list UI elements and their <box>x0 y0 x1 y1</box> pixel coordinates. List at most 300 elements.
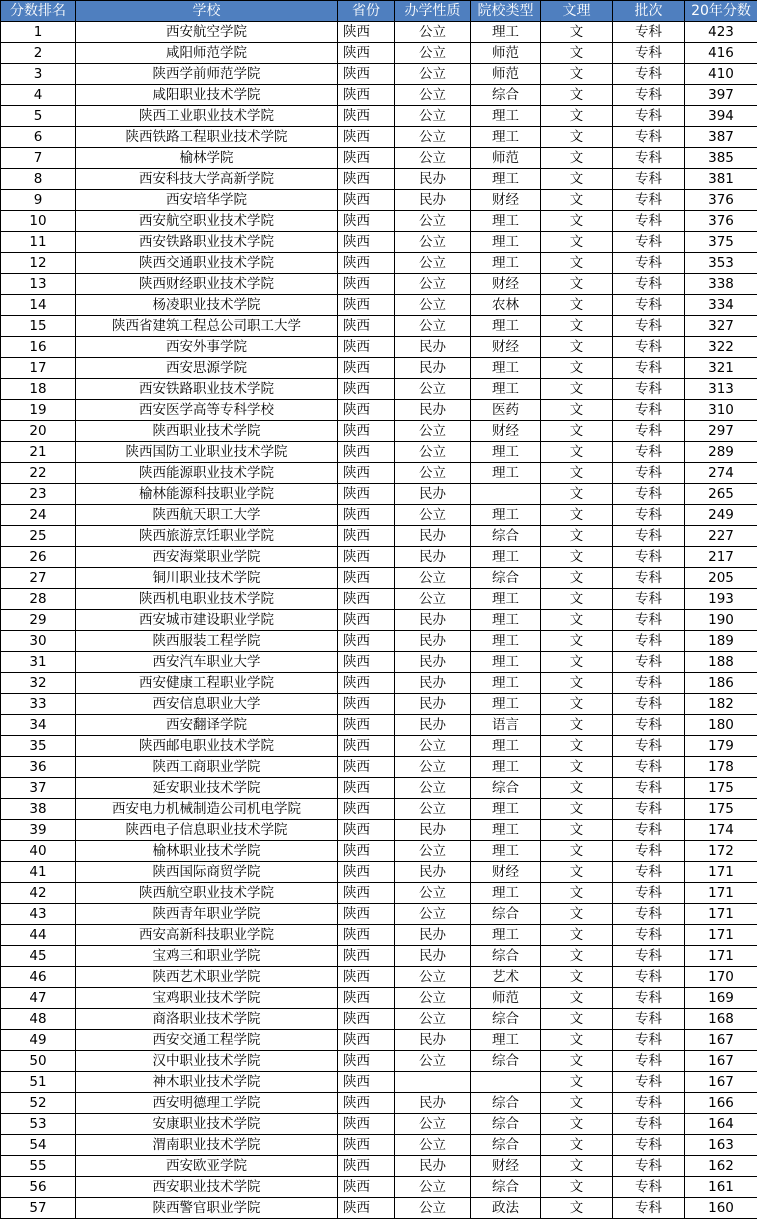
batch-cell: 专科 <box>613 694 685 715</box>
table-body <box>1 22 757 1219</box>
arts-science-cell: 文 <box>541 799 613 820</box>
province-cell: 陕西 <box>338 43 395 64</box>
score-cell: 178 <box>685 757 757 778</box>
province-cell: 陕西 <box>338 64 395 85</box>
arts-science-cell: 文 <box>541 127 613 148</box>
rank-cell: 51 <box>1 1072 76 1093</box>
ownership-cell: 公立 <box>395 316 471 337</box>
school-cell: 陕西警官职业学院 <box>76 1198 338 1219</box>
batch-cell: 专科 <box>613 106 685 127</box>
ownership-cell: 公立 <box>395 43 471 64</box>
score-cell: 423 <box>685 22 757 43</box>
arts-science-cell: 文 <box>541 316 613 337</box>
school-cell: 安康职业技术学院 <box>76 1114 338 1135</box>
province-cell: 陕西 <box>338 1177 395 1198</box>
province-cell: 陕西 <box>338 862 395 883</box>
school-type-cell: 理工 <box>471 547 541 568</box>
school-cell: 陕西工业职业技术学院 <box>76 106 338 127</box>
school-cell: 西安城市建设职业学院 <box>76 610 338 631</box>
rank-cell: 20 <box>1 421 76 442</box>
school-type-cell: 政法 <box>471 1198 541 1219</box>
score-cell: 171 <box>685 904 757 925</box>
score-cell: 161 <box>685 1177 757 1198</box>
school-cell: 西安海棠职业学院 <box>76 547 338 568</box>
table-row <box>1 1135 757 1156</box>
score-cell: 205 <box>685 568 757 589</box>
province-cell: 陕西 <box>338 799 395 820</box>
province-cell: 陕西 <box>338 22 395 43</box>
score-cell: 397 <box>685 85 757 106</box>
ownership-cell: 公立 <box>395 799 471 820</box>
batch-cell: 专科 <box>613 799 685 820</box>
table-row <box>1 1177 757 1198</box>
school-type-cell: 理工 <box>471 883 541 904</box>
score-cell: 174 <box>685 820 757 841</box>
school-type-cell: 理工 <box>471 253 541 274</box>
batch-cell: 专科 <box>613 610 685 631</box>
school-type-cell: 理工 <box>471 22 541 43</box>
school-type-cell: 综合 <box>471 904 541 925</box>
school-type-cell: 师范 <box>471 148 541 169</box>
ownership-cell: 公立 <box>395 904 471 925</box>
school-cell: 西安科技大学高新学院 <box>76 169 338 190</box>
school-cell: 商洛职业技术学院 <box>76 1009 338 1030</box>
province-cell: 陕西 <box>338 925 395 946</box>
arts-science-cell: 文 <box>541 379 613 400</box>
score-cell: 167 <box>685 1051 757 1072</box>
arts-science-cell: 文 <box>541 610 613 631</box>
score-cell: 175 <box>685 799 757 820</box>
batch-cell: 专科 <box>613 1114 685 1135</box>
table-row <box>1 43 757 64</box>
table-row <box>1 589 757 610</box>
table-row <box>1 190 757 211</box>
school-type-cell: 理工 <box>471 799 541 820</box>
ownership-cell: 公立 <box>395 106 471 127</box>
rank-cell: 9 <box>1 190 76 211</box>
rank-cell: 32 <box>1 673 76 694</box>
rank-cell: 25 <box>1 526 76 547</box>
rank-cell: 42 <box>1 883 76 904</box>
province-cell: 陕西 <box>338 1051 395 1072</box>
score-cell: 162 <box>685 1156 757 1177</box>
school-cell: 渭南职业技术学院 <box>76 1135 338 1156</box>
province-cell: 陕西 <box>338 295 395 316</box>
school-cell: 西安健康工程职业学院 <box>76 673 338 694</box>
score-cell: 171 <box>685 946 757 967</box>
score-cell: 321 <box>685 358 757 379</box>
score-cell: 188 <box>685 652 757 673</box>
arts-science-cell: 文 <box>541 22 613 43</box>
batch-cell: 专科 <box>613 190 685 211</box>
table-row <box>1 967 757 988</box>
column-header-arts-science: 文理 <box>541 1 613 22</box>
rank-cell: 18 <box>1 379 76 400</box>
batch-cell: 专科 <box>613 442 685 463</box>
school-cell: 神木职业技术学院 <box>76 1072 338 1093</box>
school-type-cell: 理工 <box>471 316 541 337</box>
arts-science-cell: 文 <box>541 400 613 421</box>
province-cell: 陕西 <box>338 1198 395 1219</box>
rank-cell: 21 <box>1 442 76 463</box>
arts-science-cell: 文 <box>541 631 613 652</box>
school-cell: 杨凌职业技术学院 <box>76 295 338 316</box>
score-cell: 166 <box>685 1093 757 1114</box>
table-row <box>1 862 757 883</box>
score-cell: 164 <box>685 1114 757 1135</box>
batch-cell: 专科 <box>613 862 685 883</box>
rank-cell: 40 <box>1 841 76 862</box>
arts-science-cell: 文 <box>541 148 613 169</box>
ownership-cell: 公立 <box>395 568 471 589</box>
school-type-cell: 理工 <box>471 589 541 610</box>
school-cell: 陕西交通职业技术学院 <box>76 253 338 274</box>
score-cell: 171 <box>685 862 757 883</box>
ownership-cell: 公立 <box>395 64 471 85</box>
batch-cell: 专科 <box>613 379 685 400</box>
table-row <box>1 1009 757 1030</box>
rank-cell: 31 <box>1 652 76 673</box>
school-type-cell: 师范 <box>471 43 541 64</box>
province-cell: 陕西 <box>338 1093 395 1114</box>
province-cell: 陕西 <box>338 694 395 715</box>
province-cell: 陕西 <box>338 736 395 757</box>
school-type-cell: 理工 <box>471 841 541 862</box>
arts-science-cell: 文 <box>541 946 613 967</box>
table-row <box>1 1030 757 1051</box>
score-cell: 171 <box>685 925 757 946</box>
arts-science-cell: 文 <box>541 820 613 841</box>
score-cell: 190 <box>685 610 757 631</box>
arts-science-cell: 文 <box>541 736 613 757</box>
province-cell: 陕西 <box>338 484 395 505</box>
table-row <box>1 988 757 1009</box>
score-cell: 193 <box>685 589 757 610</box>
batch-cell: 专科 <box>613 127 685 148</box>
school-type-cell <box>471 1072 541 1093</box>
table-row <box>1 337 757 358</box>
school-cell: 陕西艺术职业学院 <box>76 967 338 988</box>
school-type-cell: 财经 <box>471 862 541 883</box>
school-cell: 陕西财经职业技术学院 <box>76 274 338 295</box>
province-cell: 陕西 <box>338 631 395 652</box>
ownership-cell: 公立 <box>395 421 471 442</box>
rank-cell: 24 <box>1 505 76 526</box>
table-row <box>1 694 757 715</box>
province-cell: 陕西 <box>338 442 395 463</box>
table-row <box>1 211 757 232</box>
score-cell: 381 <box>685 169 757 190</box>
table-row <box>1 442 757 463</box>
column-header-score: 20年分数 <box>685 1 757 22</box>
batch-cell: 专科 <box>613 736 685 757</box>
rank-cell: 38 <box>1 799 76 820</box>
rank-cell: 50 <box>1 1051 76 1072</box>
school-cell: 陕西服装工程学院 <box>76 631 338 652</box>
score-cell: 327 <box>685 316 757 337</box>
batch-cell: 专科 <box>613 631 685 652</box>
table-row <box>1 232 757 253</box>
rank-cell: 10 <box>1 211 76 232</box>
school-type-cell: 师范 <box>471 988 541 1009</box>
score-cell: 385 <box>685 148 757 169</box>
school-type-cell: 综合 <box>471 1009 541 1030</box>
ownership-cell: 公立 <box>395 1135 471 1156</box>
score-cell: 297 <box>685 421 757 442</box>
school-cell: 陕西国际商贸学院 <box>76 862 338 883</box>
table-row <box>1 757 757 778</box>
school-cell: 陕西旅游烹饪职业学院 <box>76 526 338 547</box>
arts-science-cell: 文 <box>541 841 613 862</box>
arts-science-cell: 文 <box>541 169 613 190</box>
province-cell: 陕西 <box>338 778 395 799</box>
arts-science-cell: 文 <box>541 1156 613 1177</box>
batch-cell: 专科 <box>613 1051 685 1072</box>
province-cell: 陕西 <box>338 757 395 778</box>
school-type-cell: 理工 <box>471 925 541 946</box>
province-cell: 陕西 <box>338 232 395 253</box>
rank-cell: 37 <box>1 778 76 799</box>
school-type-cell: 综合 <box>471 1114 541 1135</box>
ownership-cell: 公立 <box>395 442 471 463</box>
rank-cell: 56 <box>1 1177 76 1198</box>
score-cell: 186 <box>685 673 757 694</box>
table-row <box>1 946 757 967</box>
province-cell: 陕西 <box>338 967 395 988</box>
batch-cell: 专科 <box>613 484 685 505</box>
ownership-cell: 公立 <box>395 232 471 253</box>
school-cell: 汉中职业技术学院 <box>76 1051 338 1072</box>
arts-science-cell: 文 <box>541 1198 613 1219</box>
arts-science-cell: 文 <box>541 925 613 946</box>
ownership-cell: 公立 <box>395 1051 471 1072</box>
school-type-cell: 理工 <box>471 673 541 694</box>
score-cell: 167 <box>685 1030 757 1051</box>
batch-cell: 专科 <box>613 85 685 106</box>
arts-science-cell: 文 <box>541 295 613 316</box>
score-cell: 175 <box>685 778 757 799</box>
batch-cell: 专科 <box>613 274 685 295</box>
school-type-cell: 理工 <box>471 1030 541 1051</box>
batch-cell: 专科 <box>613 841 685 862</box>
table-row <box>1 1093 757 1114</box>
province-cell: 陕西 <box>338 526 395 547</box>
arts-science-cell: 文 <box>541 673 613 694</box>
header-row <box>1 1 757 22</box>
arts-science-cell: 文 <box>541 652 613 673</box>
school-cell: 西安铁路职业技术学院 <box>76 232 338 253</box>
score-cell: 376 <box>685 211 757 232</box>
province-cell: 陕西 <box>338 988 395 1009</box>
province-cell: 陕西 <box>338 1114 395 1135</box>
batch-cell: 专科 <box>613 547 685 568</box>
batch-cell: 专科 <box>613 253 685 274</box>
province-cell: 陕西 <box>338 106 395 127</box>
province-cell: 陕西 <box>338 169 395 190</box>
arts-science-cell: 文 <box>541 190 613 211</box>
column-header-school-type: 院校类型 <box>471 1 541 22</box>
rank-cell: 29 <box>1 610 76 631</box>
table-row <box>1 106 757 127</box>
province-cell: 陕西 <box>338 1009 395 1030</box>
ownership-cell: 公立 <box>395 1198 471 1219</box>
school-cell: 西安欧亚学院 <box>76 1156 338 1177</box>
province-cell: 陕西 <box>338 274 395 295</box>
school-type-cell: 艺术 <box>471 967 541 988</box>
batch-cell: 专科 <box>613 295 685 316</box>
column-header-batch: 批次 <box>613 1 685 22</box>
province-cell: 陕西 <box>338 190 395 211</box>
ownership-cell: 民办 <box>395 526 471 547</box>
table-row <box>1 127 757 148</box>
ownership-cell: 公立 <box>395 1177 471 1198</box>
table-row <box>1 148 757 169</box>
school-cell: 陕西铁路工程职业技术学院 <box>76 127 338 148</box>
school-type-cell: 综合 <box>471 526 541 547</box>
ownership-cell: 民办 <box>395 652 471 673</box>
table-row <box>1 652 757 673</box>
table-row <box>1 358 757 379</box>
batch-cell: 专科 <box>613 358 685 379</box>
school-cell: 宝鸡职业技术学院 <box>76 988 338 1009</box>
rank-cell: 8 <box>1 169 76 190</box>
rank-cell: 11 <box>1 232 76 253</box>
ownership-cell: 公立 <box>395 757 471 778</box>
rank-cell: 39 <box>1 820 76 841</box>
arts-science-cell: 文 <box>541 1009 613 1030</box>
batch-cell: 专科 <box>613 1093 685 1114</box>
school-cell: 西安信息职业大学 <box>76 694 338 715</box>
batch-cell: 专科 <box>613 463 685 484</box>
school-type-cell: 理工 <box>471 757 541 778</box>
batch-cell: 专科 <box>613 778 685 799</box>
score-cell: 410 <box>685 64 757 85</box>
school-type-cell: 语言 <box>471 715 541 736</box>
ownership-cell: 民办 <box>395 862 471 883</box>
table-row <box>1 274 757 295</box>
arts-science-cell: 文 <box>541 904 613 925</box>
table-row <box>1 22 757 43</box>
province-cell: 陕西 <box>338 211 395 232</box>
school-type-cell: 理工 <box>471 736 541 757</box>
score-cell: 313 <box>685 379 757 400</box>
table-row <box>1 484 757 505</box>
school-type-cell: 财经 <box>471 190 541 211</box>
ownership-cell: 公立 <box>395 967 471 988</box>
batch-cell: 专科 <box>613 22 685 43</box>
table-row <box>1 295 757 316</box>
school-type-cell: 理工 <box>471 169 541 190</box>
rank-cell: 3 <box>1 64 76 85</box>
school-cell: 西安翻译学院 <box>76 715 338 736</box>
table-row <box>1 1051 757 1072</box>
school-type-cell: 综合 <box>471 85 541 106</box>
arts-science-cell: 文 <box>541 568 613 589</box>
batch-cell: 专科 <box>613 1156 685 1177</box>
rank-cell: 6 <box>1 127 76 148</box>
province-cell: 陕西 <box>338 1156 395 1177</box>
arts-science-cell: 文 <box>541 253 613 274</box>
arts-science-cell: 文 <box>541 274 613 295</box>
school-cell: 榆林能源科技职业学院 <box>76 484 338 505</box>
province-cell: 陕西 <box>338 1135 395 1156</box>
batch-cell: 专科 <box>613 1135 685 1156</box>
school-cell: 陕西职业技术学院 <box>76 421 338 442</box>
batch-cell: 专科 <box>613 967 685 988</box>
batch-cell: 专科 <box>613 904 685 925</box>
table-row <box>1 883 757 904</box>
arts-science-cell: 文 <box>541 1093 613 1114</box>
ownership-cell: 民办 <box>395 190 471 211</box>
table-row <box>1 925 757 946</box>
table-row <box>1 841 757 862</box>
school-type-cell: 理工 <box>471 379 541 400</box>
batch-cell: 专科 <box>613 673 685 694</box>
arts-science-cell: 文 <box>541 358 613 379</box>
ownership-cell: 民办 <box>395 715 471 736</box>
rank-cell: 13 <box>1 274 76 295</box>
school-type-cell: 理工 <box>471 610 541 631</box>
rank-cell: 47 <box>1 988 76 1009</box>
table-row <box>1 85 757 106</box>
table-row <box>1 1198 757 1219</box>
rank-cell: 35 <box>1 736 76 757</box>
batch-cell: 专科 <box>613 526 685 547</box>
score-cell: 227 <box>685 526 757 547</box>
score-cell: 167 <box>685 1072 757 1093</box>
school-type-cell: 财经 <box>471 421 541 442</box>
batch-cell: 专科 <box>613 925 685 946</box>
rank-cell: 44 <box>1 925 76 946</box>
table-row <box>1 904 757 925</box>
ownership-cell: 公立 <box>395 127 471 148</box>
school-cell: 陕西航天职工大学 <box>76 505 338 526</box>
score-cell: 265 <box>685 484 757 505</box>
column-header-ownership: 办学性质 <box>395 1 471 22</box>
score-cell: 189 <box>685 631 757 652</box>
ownership-cell: 公立 <box>395 736 471 757</box>
school-type-cell: 理工 <box>471 694 541 715</box>
table-row <box>1 736 757 757</box>
province-cell: 陕西 <box>338 505 395 526</box>
province-cell: 陕西 <box>338 148 395 169</box>
batch-cell: 专科 <box>613 400 685 421</box>
arts-science-cell: 文 <box>541 421 613 442</box>
table-row <box>1 64 757 85</box>
ownership-cell: 民办 <box>395 694 471 715</box>
arts-science-cell: 文 <box>541 43 613 64</box>
rank-cell: 4 <box>1 85 76 106</box>
ownership-cell: 公立 <box>395 211 471 232</box>
school-type-cell: 综合 <box>471 946 541 967</box>
ownership-cell: 公立 <box>395 589 471 610</box>
province-cell: 陕西 <box>338 904 395 925</box>
school-cell: 西安医学高等专科学校 <box>76 400 338 421</box>
rank-cell: 5 <box>1 106 76 127</box>
arts-science-cell: 文 <box>541 988 613 1009</box>
ownership-cell: 民办 <box>395 400 471 421</box>
ownership-cell: 公立 <box>395 778 471 799</box>
table-row <box>1 463 757 484</box>
school-cell: 榆林学院 <box>76 148 338 169</box>
rank-cell: 45 <box>1 946 76 967</box>
province-cell: 陕西 <box>338 673 395 694</box>
score-cell: 169 <box>685 988 757 1009</box>
batch-cell: 专科 <box>613 505 685 526</box>
arts-science-cell: 文 <box>541 106 613 127</box>
province-cell: 陕西 <box>338 463 395 484</box>
rank-cell: 55 <box>1 1156 76 1177</box>
